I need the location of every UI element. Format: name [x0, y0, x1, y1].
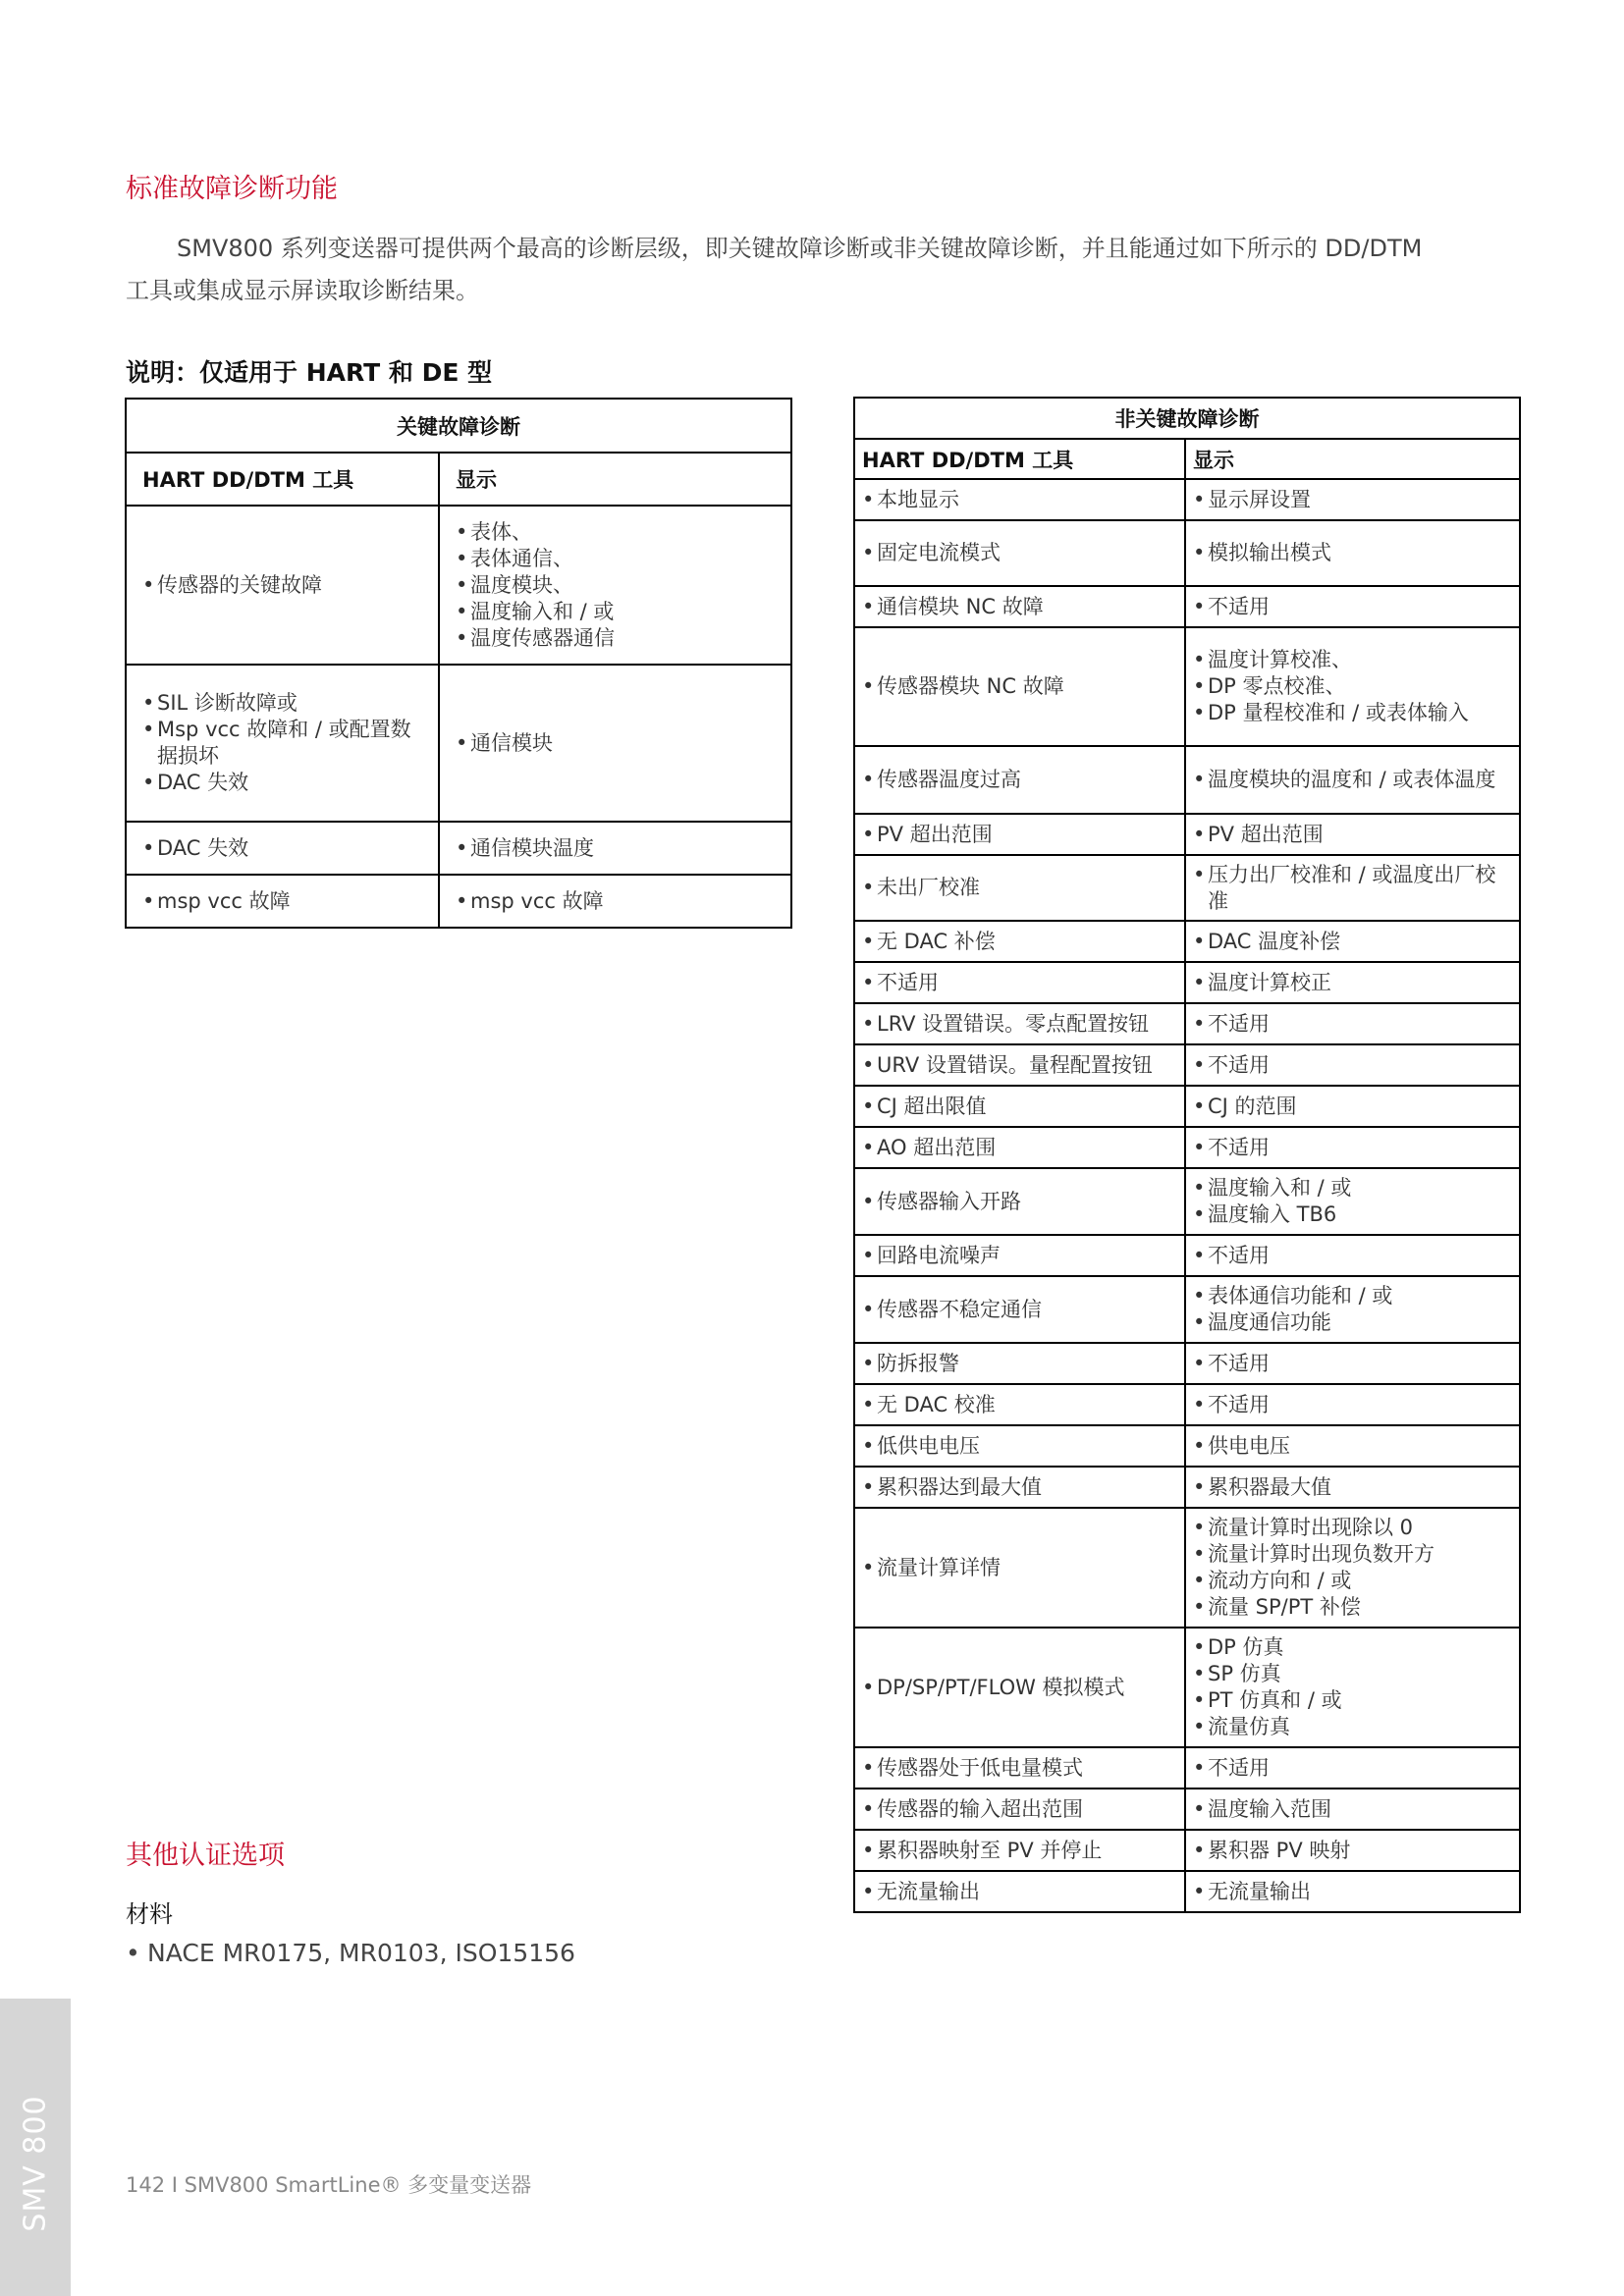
bullet-list — [1193, 1755, 1512, 1782]
bullet-item: • 通信模块 — [456, 730, 775, 757]
bullet-item: • 通信模块温度 — [456, 835, 775, 862]
bullet-item: • DP/SP/PT/FLOW 模拟模式 — [862, 1675, 1177, 1701]
cell-tool — [854, 1086, 1185, 1127]
bullet-list — [456, 835, 775, 862]
bullet-item: • 防拆报警 — [862, 1351, 1177, 1377]
bullet-list — [1193, 929, 1512, 955]
materials-item: • NACE MR0175, MR0103, ISO15156 — [126, 1939, 575, 1967]
table-row — [854, 1343, 1520, 1384]
bullet-item: • 传感器的关键故障 — [142, 572, 422, 599]
bullet-item: • 固定电流模式 — [862, 540, 1177, 566]
note: 说明：仅适用于 HART 和 DE 型 — [126, 358, 493, 387]
cell-tool — [854, 1789, 1185, 1830]
table-row — [854, 962, 1520, 1003]
table-row — [126, 822, 791, 875]
cell-display — [1185, 746, 1520, 814]
bullet-list — [1193, 1838, 1512, 1864]
bullet-list — [862, 1392, 1177, 1418]
table-row — [854, 1044, 1520, 1086]
critical-diagnostics-table — [125, 398, 792, 929]
bullet-item: • 累积器达到最大值 — [862, 1474, 1177, 1501]
bullet-item: • 流量 SP/PT 补偿 — [1193, 1594, 1512, 1621]
bullet-list — [1193, 1094, 1512, 1120]
table-row — [854, 1235, 1520, 1276]
table-row — [126, 875, 791, 928]
cell-tool — [854, 1425, 1185, 1467]
cell-tool — [854, 1747, 1185, 1789]
bullet-item: • 传感器输入开路 — [862, 1189, 1177, 1215]
bullet-item: • 不适用 — [1193, 1135, 1512, 1161]
table-row — [126, 665, 791, 822]
bullet-list — [862, 767, 1177, 793]
bullet-list — [1193, 540, 1512, 566]
table-row — [854, 814, 1520, 855]
bullet-item: • 温度计算校正 — [1193, 970, 1512, 996]
bullet-item: • 温度传感器通信 — [456, 625, 775, 652]
cell-tool — [854, 1044, 1185, 1086]
bullet-list — [1193, 647, 1512, 726]
bullet-list — [142, 835, 422, 862]
bullet-list — [1193, 1351, 1512, 1377]
bullet-list — [142, 690, 422, 796]
bullet-item: • 不适用 — [1193, 594, 1512, 620]
bullet-item: • 传感器的输入超出范围 — [862, 1796, 1177, 1823]
bullet-item: • AO 超出范围 — [862, 1135, 1177, 1161]
bullet-item: • 低供电电压 — [862, 1433, 1177, 1460]
cell-display — [1185, 855, 1520, 921]
bullet-list — [142, 888, 422, 915]
bullet-item: • 本地显示 — [862, 487, 1177, 513]
table-caption: 关键故障诊断 — [126, 399, 791, 453]
bullet-item: • msp vcc 故障 — [142, 888, 422, 915]
cell-display — [1185, 1127, 1520, 1168]
bullet-list — [456, 888, 775, 915]
bullet-item: • 不适用 — [1193, 1755, 1512, 1782]
cell-tool — [854, 855, 1185, 921]
cell-display — [1185, 1384, 1520, 1425]
cell-tool — [854, 520, 1185, 586]
cell-display — [1185, 520, 1520, 586]
table-body — [854, 479, 1520, 1912]
bullet-item: • 累积器最大值 — [1193, 1474, 1512, 1501]
table-row — [854, 479, 1520, 520]
cell-tool — [854, 746, 1185, 814]
cell-display — [1185, 1235, 1520, 1276]
intro-line-1: SMV800 系列变送器可提供两个最高的诊断层级，即关键故障诊断或非关键故障诊断，并且能通过如下所示的 DD/DTM — [177, 235, 1423, 262]
cell-tool — [854, 1384, 1185, 1425]
bullet-item: • 回路电流噪声 — [862, 1243, 1177, 1269]
table-row — [854, 1789, 1520, 1830]
bullet-list — [862, 1297, 1177, 1323]
table-row — [854, 855, 1520, 921]
cell-display — [1185, 1628, 1520, 1747]
bullet-item: • 传感器温度过高 — [862, 767, 1177, 793]
cell-tool — [854, 1276, 1185, 1343]
cell-display — [439, 875, 791, 928]
table-row — [854, 746, 1520, 814]
bullet-list — [1193, 1796, 1512, 1823]
cell-display — [1185, 1168, 1520, 1235]
noncritical-diagnostics-table — [853, 397, 1521, 1913]
cell-display — [1185, 1425, 1520, 1467]
table-body — [126, 506, 791, 928]
table-row — [854, 1508, 1520, 1628]
bullet-item: • 通信模块 NC 故障 — [862, 594, 1177, 620]
cell-display — [1185, 921, 1520, 962]
column-header-tool: HART DD/DTM 工具 — [854, 439, 1185, 479]
bullet-list — [862, 1011, 1177, 1038]
cell-display — [439, 665, 791, 822]
bullet-list — [1193, 1433, 1512, 1460]
bullet-item: • DAC 温度补偿 — [1193, 929, 1512, 955]
bullet-list — [1193, 1515, 1512, 1621]
materials-heading: 材料 — [126, 1900, 173, 1928]
cell-tool — [126, 665, 439, 822]
bullet-list — [862, 1675, 1177, 1701]
bullet-item: • 传感器处于低电量模式 — [862, 1755, 1177, 1782]
bullet-item: • 流量计算时出现负数开方 — [1193, 1541, 1512, 1568]
bullet-list — [862, 1433, 1177, 1460]
table-row — [854, 1425, 1520, 1467]
bullet-item: • 累积器 PV 映射 — [1193, 1838, 1512, 1864]
bullet-list — [142, 572, 422, 599]
bullet-item: • 温度通信功能 — [1193, 1309, 1512, 1336]
column-header-display: 显示 — [439, 453, 791, 506]
table-row — [854, 1276, 1520, 1343]
bullet-list — [1193, 1392, 1512, 1418]
bullet-list — [862, 1094, 1177, 1120]
bullet-list — [456, 730, 775, 757]
cell-tool — [854, 1830, 1185, 1871]
bullet-item: • SP 仿真 — [1193, 1661, 1512, 1687]
cell-tool — [854, 1343, 1185, 1384]
column-header-tool: HART DD/DTM 工具 — [126, 453, 439, 506]
bullet-list — [1193, 1283, 1512, 1336]
cell-display — [1185, 1086, 1520, 1127]
bullet-item: • 不适用 — [1193, 1351, 1512, 1377]
table-row — [854, 520, 1520, 586]
bullet-list — [1193, 822, 1512, 848]
bullet-item: • DP 零点校准、 — [1193, 673, 1512, 700]
page-footer: 142 I SMV800 SmartLine® 多变量变送器 — [126, 2173, 532, 2197]
table-row — [854, 1628, 1520, 1747]
materials-list — [126, 1939, 575, 1967]
bullet-list — [1193, 862, 1512, 915]
cell-tool — [126, 506, 439, 665]
table-row — [854, 586, 1520, 627]
bullet-item: • 不适用 — [1193, 1011, 1512, 1038]
bullet-list — [862, 1555, 1177, 1581]
cell-display — [1185, 627, 1520, 746]
bullet-list — [1193, 487, 1512, 513]
bullet-list — [862, 822, 1177, 848]
cell-display — [1185, 479, 1520, 520]
bullet-item: • DAC 失效 — [142, 835, 422, 862]
bullet-item: • URV 设置错误。量程配置按钮 — [862, 1052, 1177, 1079]
cell-tool — [854, 1508, 1185, 1628]
bullet-list — [456, 519, 775, 652]
cell-tool — [854, 479, 1185, 520]
table-row — [126, 506, 791, 665]
bullet-item: • 温度输入范围 — [1193, 1796, 1512, 1823]
bullet-list — [862, 929, 1177, 955]
bullet-item: • 无 DAC 校准 — [862, 1392, 1177, 1418]
section-title: 标准故障诊断功能 — [126, 174, 338, 204]
bullet-list — [1193, 1634, 1512, 1740]
bullet-item: • DP 量程校准和 / 或表体输入 — [1193, 700, 1512, 726]
bullet-list — [862, 487, 1177, 513]
bullet-item: • PV 超出范围 — [1193, 822, 1512, 848]
cell-display — [1185, 1830, 1520, 1871]
cell-display — [1185, 1276, 1520, 1343]
cell-display — [1185, 586, 1520, 627]
bullet-item: • 无流量输出 — [862, 1879, 1177, 1905]
bullet-list — [862, 875, 1177, 901]
cell-display — [439, 822, 791, 875]
cell-display — [1185, 1467, 1520, 1508]
bullet-item: • 不适用 — [862, 970, 1177, 996]
cell-tool — [854, 1235, 1185, 1276]
bullet-item: • PT 仿真和 / 或 — [1193, 1687, 1512, 1714]
bullet-item: • 表体通信功能和 / 或 — [1193, 1283, 1512, 1309]
cell-tool — [854, 1628, 1185, 1747]
bullet-item: • DP 仿真 — [1193, 1634, 1512, 1661]
bullet-item: • 流量仿真 — [1193, 1714, 1512, 1740]
table-row — [854, 921, 1520, 962]
bullet-list — [1193, 1135, 1512, 1161]
cell-tool — [854, 586, 1185, 627]
cell-tool — [854, 814, 1185, 855]
bullet-list — [862, 1838, 1177, 1864]
bullet-item: • 流量计算详情 — [862, 1555, 1177, 1581]
side-tab-label: SMV 800 — [18, 2095, 53, 2232]
cell-display — [1185, 1343, 1520, 1384]
bullet-list — [862, 540, 1177, 566]
column-header-display: 显示 — [1185, 439, 1520, 479]
bullet-item: • 传感器模块 NC 故障 — [862, 673, 1177, 700]
cell-display — [1185, 1747, 1520, 1789]
bullet-item: • 流动方向和 / 或 — [1193, 1568, 1512, 1594]
intro-line-2: 工具或集成显示屏读取诊断结果。 — [126, 277, 479, 304]
bullet-list — [862, 970, 1177, 996]
cell-display — [1185, 1871, 1520, 1912]
table-caption: 非关键故障诊断 — [854, 398, 1520, 439]
bullet-item: • SIL 诊断故障或 — [142, 690, 422, 717]
bullet-list — [862, 1189, 1177, 1215]
bullet-item: • 表体、 — [456, 519, 775, 546]
bullet-item: • 供电电压 — [1193, 1433, 1512, 1460]
cell-tool — [854, 1003, 1185, 1044]
intro-paragraph — [126, 228, 1500, 312]
cell-tool — [854, 1168, 1185, 1235]
bullet-list — [862, 1796, 1177, 1823]
cell-tool — [854, 1127, 1185, 1168]
cell-display — [1185, 1044, 1520, 1086]
bullet-list — [862, 1755, 1177, 1782]
table-row — [854, 1127, 1520, 1168]
bullet-list — [862, 1879, 1177, 1905]
bullet-list — [1193, 1474, 1512, 1501]
bullet-item: • 温度模块、 — [456, 572, 775, 599]
bullet-item: • 无 DAC 补偿 — [862, 929, 1177, 955]
cell-tool — [126, 875, 439, 928]
cell-tool — [854, 921, 1185, 962]
table-row — [854, 1086, 1520, 1127]
bullet-item: • DAC 失效 — [142, 770, 422, 796]
cell-tool — [126, 822, 439, 875]
cell-display — [439, 506, 791, 665]
bullet-item: • Msp vcc 故障和 / 或配置数据损坏 — [142, 717, 422, 770]
bullet-list — [862, 1474, 1177, 1501]
bullet-item: • 不适用 — [1193, 1392, 1512, 1418]
bullet-item: • 无流量输出 — [1193, 1879, 1512, 1905]
bullet-item: • LRV 设置错误。零点配置按钮 — [862, 1011, 1177, 1038]
bullet-item: • 温度计算校准、 — [1193, 647, 1512, 673]
bullet-item: • 温度输入和 / 或 — [456, 599, 775, 625]
table-row — [854, 1168, 1520, 1235]
bullet-item: • 表体通信、 — [456, 546, 775, 572]
cell-display — [1185, 814, 1520, 855]
cell-display — [1185, 1003, 1520, 1044]
bullet-list — [1193, 1879, 1512, 1905]
bullet-item: • 温度输入和 / 或 — [1193, 1175, 1512, 1201]
bullet-item: • 流量计算时出现除以 0 — [1193, 1515, 1512, 1541]
bullet-list — [1193, 1175, 1512, 1228]
bullet-item: • 模拟输出模式 — [1193, 540, 1512, 566]
bullet-item: • 温度模块的温度和 / 或表体温度 — [1193, 767, 1512, 793]
bullet-item: • CJ 超出限值 — [862, 1094, 1177, 1120]
bullet-item: • PV 超出范围 — [862, 822, 1177, 848]
bullet-item: • 未出厂校准 — [862, 875, 1177, 901]
bullet-list — [862, 1243, 1177, 1269]
bullet-list — [862, 1351, 1177, 1377]
table-row — [854, 627, 1520, 746]
bullet-list — [862, 673, 1177, 700]
bullet-item: • msp vcc 故障 — [456, 888, 775, 915]
other-certifications-title: 其他认证选项 — [126, 1841, 285, 1871]
table-row — [854, 1830, 1520, 1871]
cell-display — [1185, 962, 1520, 1003]
cell-tool — [854, 962, 1185, 1003]
bullet-item: • 温度输入 TB6 — [1193, 1201, 1512, 1228]
bullet-item: • 传感器不稳定通信 — [862, 1297, 1177, 1323]
bullet-item: • CJ 的范围 — [1193, 1094, 1512, 1120]
bullet-item: • 压力出厂校准和 / 或温度出厂校准 — [1193, 862, 1512, 915]
table-row — [854, 1003, 1520, 1044]
bullet-list — [862, 594, 1177, 620]
cell-tool — [854, 1871, 1185, 1912]
bullet-item: • 不适用 — [1193, 1243, 1512, 1269]
cell-display — [1185, 1789, 1520, 1830]
bullet-list — [1193, 1011, 1512, 1038]
bullet-list — [1193, 970, 1512, 996]
bullet-list — [1193, 1243, 1512, 1269]
cell-display — [1185, 1508, 1520, 1628]
bullet-item: • 不适用 — [1193, 1052, 1512, 1079]
table-row — [854, 1871, 1520, 1912]
cell-tool — [854, 627, 1185, 746]
bullet-list — [1193, 594, 1512, 620]
bullet-list — [1193, 767, 1512, 793]
cell-tool — [854, 1467, 1185, 1508]
bullet-list — [1193, 1052, 1512, 1079]
table-row — [854, 1467, 1520, 1508]
bullet-list — [862, 1135, 1177, 1161]
table-row — [854, 1747, 1520, 1789]
side-tab — [0, 1999, 71, 2296]
bullet-item: • 显示屏设置 — [1193, 487, 1512, 513]
bullet-list — [862, 1052, 1177, 1079]
bullet-item: • 累积器映射至 PV 并停止 — [862, 1838, 1177, 1864]
table-row — [854, 1384, 1520, 1425]
